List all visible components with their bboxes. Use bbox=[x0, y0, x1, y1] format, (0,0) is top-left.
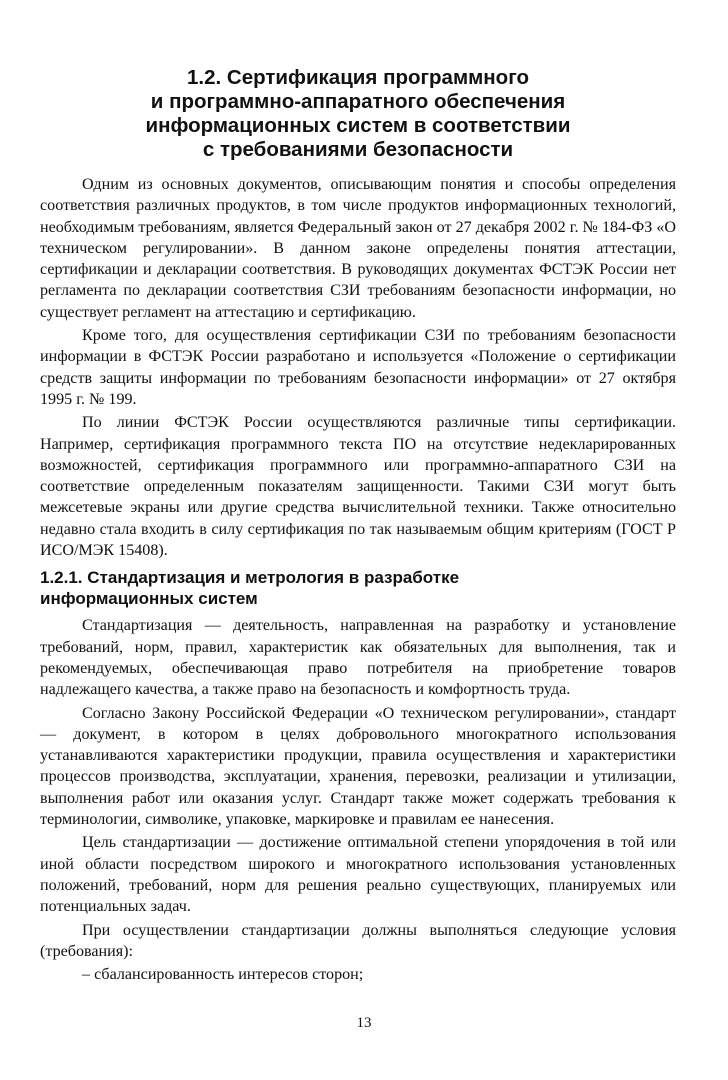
paragraph: По линии ФСТЭК России осуществляются различные типы сертификации. Например, сертификация программного текста ПО на отсутствие недекларированных возможностей, сертификация программного или программно-аппаратного СЗИ на соответствие определенным показателям защищенности. Такими СЗИ могут быть межсетевые экраны или другие средства вычислительной техники. Также относительно недавно стала входить в силу сертификация по так называемым общим критериям (ГОСТ Р ИСО/МЭК 15408). bbox=[40, 414, 676, 560]
paragraph: Кроме того, для осуществления сертификации СЗИ по требованиям безопасности информации в ФСТЭК России разработано и используется «Положение о сертификации средств защиты информации по требованиям безопасности информации» от 27 октября 1995 г. № 199. bbox=[40, 327, 676, 408]
section-title bbox=[40, 567, 676, 609]
paragraph: Стандартизация — деятельность, направленная на разработку и установление требований, норм, правил, характеристик как обязательных для выполнения, так и рекомендуемых, обеспечивающая право потребителя на приобретение товаров надлежащего качества, а также право на безопасность и комфортность труда. bbox=[40, 617, 676, 699]
chapter-title-line: 1.2. Сертификация программного bbox=[187, 66, 529, 89]
chapter-title bbox=[40, 66, 676, 162]
paragraph: Цель стандартизации — достижение оптимальной степени упорядочения в той или иной области посредством широкого и многократного использования установленных положений, требований, норм для решения реально существующих, планируемых или потенциальных задач. bbox=[40, 834, 676, 916]
paragraph: Согласно Закону Российской Федерации «О техническом регулировании», стандарт — документ, в котором в целях добровольного многократного использования устанавливаются характеристики продукции, правила осуществления и характеристики процессов производства, эксплуатации, хранения, перевозки, реализации и утилизации, выполнения работ или оказания услуг. Стандарт также может содержать требования к терминологии, символике, упаковке, маркировке и правилам ее нанесения. bbox=[40, 704, 676, 829]
list-item: – сбалансированность интересов сторон; bbox=[82, 966, 364, 984]
section-title-line: 1.2.1. Стандартизация и метрология в разработке bbox=[40, 568, 460, 588]
chapter-title-line: информационных систем в соответствии bbox=[145, 114, 571, 137]
paragraph: Одним из основных документов, описывающим понятия и способы определения соответствия различных продуктов, в том числе продуктов информационных технологий, необходимым требованиям, является Федеральный закон от 27 декабря 2002 г. № 184-ФЗ «О техническом регулировании». В данном законе определены понятия аттестации, сертификации и декларации соответствия. В руководящих документах ФСТЭК России нет регламента по декларации соответствия СЗИ требованиям безопасности информации, но существует регламент на аттестацию и сертификацию. bbox=[40, 176, 676, 321]
chapter-title-line: и программно-аппаратного обеспечения bbox=[150, 90, 566, 113]
section-title-line: информационных систем bbox=[40, 589, 258, 609]
paragraph: При осуществлении стандартизации должны выполняться следующие условия (требования): bbox=[40, 921, 676, 960]
page-number: 13 bbox=[356, 1015, 372, 1031]
chapter-title-line: с требованиями безопасности bbox=[202, 138, 514, 161]
